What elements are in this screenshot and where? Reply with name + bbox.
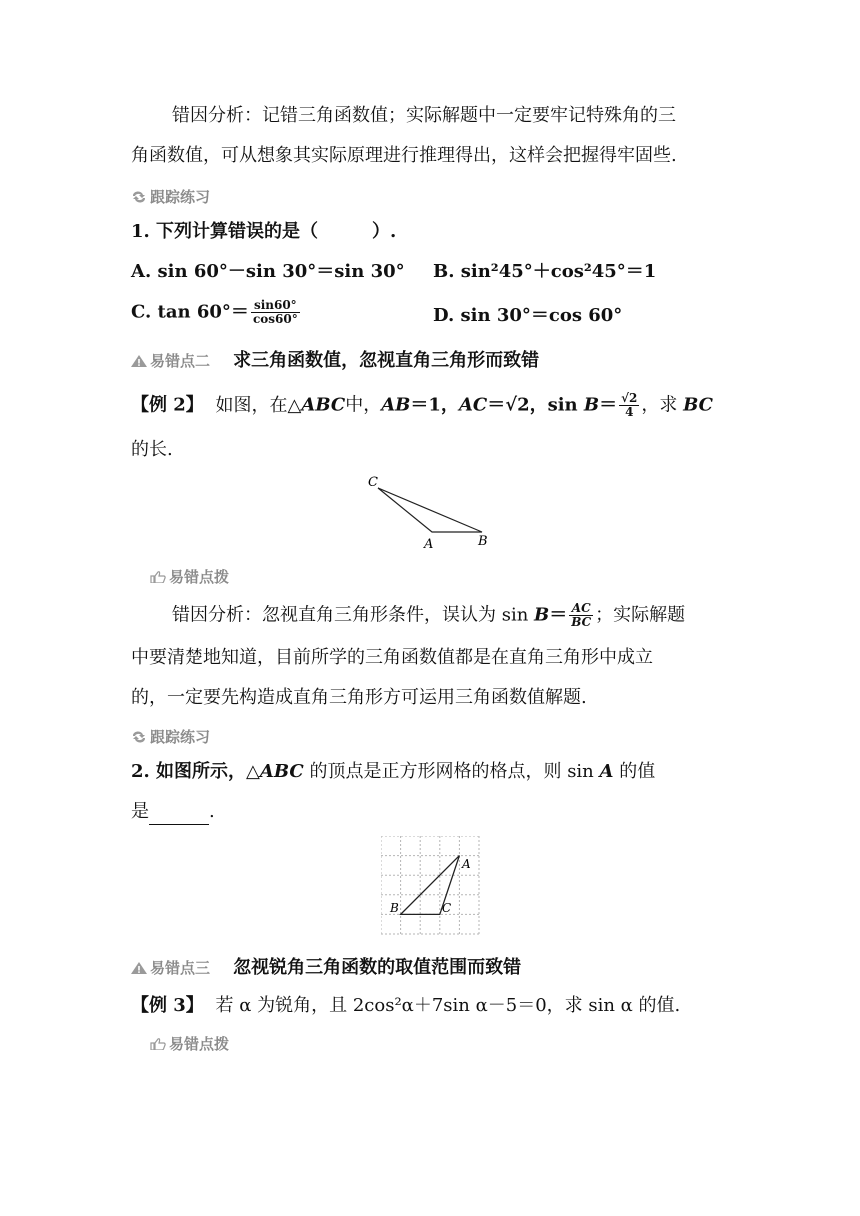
q1-option-c-fraction — [251, 299, 300, 326]
q2-line2-end: . — [209, 801, 215, 822]
q1-option-c-denominator: cos60° — [252, 312, 298, 326]
analysis2-eq: ＝ — [549, 604, 568, 626]
q2-text-a: 2. 如图所示，△ — [131, 761, 260, 782]
example2-ab: AB — [381, 394, 411, 416]
example2-fraction — [619, 392, 639, 419]
analysis2-text-a: 错因分析：忽视直角三角形条件，误认为 sin — [172, 604, 535, 626]
q1-option-b: B. sin²45°＋cos²45°＝1 — [433, 261, 657, 282]
example2-line1 — [131, 392, 713, 419]
tips-tag-1 — [150, 566, 229, 587]
figure1-label-c: C — [368, 475, 378, 490]
point2-title: 求三角函数值，忽视直角三角形而致错 — [233, 350, 540, 371]
q2-line1 — [131, 760, 655, 784]
q2-text-c: 的值 — [613, 761, 656, 782]
q2-line2 — [131, 800, 215, 825]
answer-blank[interactable] — [149, 800, 209, 825]
tips-tag-1-label: 易错点拨 — [169, 568, 230, 586]
analysis2-line1 — [172, 602, 685, 629]
analysis2-frac-den: BC — [571, 615, 592, 629]
triangle-figure — [360, 470, 500, 552]
practice-tag — [131, 186, 210, 207]
figure2-label-a: A — [462, 857, 471, 871]
q1-option-c-numerator: sin60° — [251, 299, 300, 313]
example2-label: 【例 2】 — [131, 394, 204, 416]
q1-option-d: D. sin 30°＝cos 60° — [433, 305, 623, 326]
q1-option-a: A. sin 60°－sin 30°＝sin 30° — [131, 261, 405, 282]
analysis2-line3: 的，一定要先构造成直角三角形方可运用三角函数值解题. — [131, 687, 587, 708]
example2-bc: BC — [683, 394, 713, 416]
tips-tag-2 — [150, 1033, 229, 1054]
q1-option-c — [131, 299, 302, 326]
warning-triangle-icon — [131, 962, 147, 974]
example2-text-a: 如图，在△ — [215, 394, 302, 416]
point3-header — [131, 953, 521, 979]
example2-text-b: 中， — [345, 394, 382, 416]
analysis-line-1: 错因分析：记错三角函数值；实际解题中一定要牢记特殊角的三 — [172, 105, 676, 126]
thumbs-up-icon — [150, 571, 166, 583]
example2-abc: ABC — [301, 394, 346, 416]
point3-tag-label: 易错点三 — [150, 959, 211, 977]
q1-stem: 1. 下列计算错误的是（ ）. — [131, 221, 397, 242]
analysis-line-2: 角函数值，可从想象其实际原理进行推理得出，这样会把握得牢固些. — [131, 145, 677, 166]
figure1-label-a: A — [424, 537, 434, 552]
q1-option-c-prefix: C. tan 60°＝ — [131, 301, 249, 323]
point3-title: 忽视锐角三角函数的取值范围而致错 — [233, 957, 522, 978]
grid-figure — [381, 836, 481, 936]
thumbs-up-icon — [150, 1038, 166, 1050]
analysis2-frac-num: AC — [569, 602, 593, 616]
practice-tag-label: 跟踪练习 — [150, 188, 211, 206]
practice-tag-2-label: 跟踪练习 — [150, 728, 211, 746]
q2-abc: ABC — [259, 761, 304, 782]
point2-tag-label: 易错点二 — [150, 352, 211, 370]
analysis2-line2: 中要清楚地知道，目前所学的三角函数值都是在直角三角形中成立 — [131, 647, 653, 668]
analysis2-b: B — [534, 604, 550, 626]
analysis2-fraction — [569, 602, 593, 629]
example2-text-c: ，求 — [641, 394, 684, 416]
example2-frac-num: √2 — [621, 391, 638, 405]
triangle-abc — [378, 488, 482, 532]
example3-line — [131, 994, 680, 1018]
figure2-label-b: B — [390, 901, 399, 915]
q2-text-b: 的顶点是正方形网格的格点，则 sin — [303, 761, 600, 782]
figure2-label-c: C — [442, 901, 452, 915]
practice-tag-2 — [131, 726, 210, 747]
example2-line2: 的长. — [131, 439, 173, 460]
point3-tag — [131, 959, 210, 977]
example2-eq1: ＝1， — [410, 394, 459, 416]
example2-ac: AC — [458, 394, 488, 416]
example2-eq2: ＝√2，sin — [487, 394, 584, 416]
warning-triangle-icon — [131, 355, 147, 367]
point2-header — [131, 346, 539, 372]
point2-tag — [131, 352, 210, 370]
example2-b: B — [583, 394, 600, 416]
analysis2-text-c: ；实际解题 — [595, 604, 686, 626]
loop-arrows-icon — [131, 191, 147, 203]
loop-arrows-icon — [131, 731, 147, 743]
tips-tag-2-label: 易错点拨 — [169, 1035, 230, 1053]
example2-eq3: ＝ — [599, 394, 618, 416]
example3-label: 【例 3】 — [131, 995, 204, 1016]
example3-text: 若 α 为锐角，且 2cos²α＋7sin α－5＝0，求 sin α 的值. — [215, 995, 681, 1016]
example2-frac-den: 4 — [625, 405, 634, 419]
q2-line2-text: 是 — [131, 801, 149, 822]
figure1-label-b: B — [478, 534, 488, 549]
q2-a: A — [599, 761, 614, 782]
